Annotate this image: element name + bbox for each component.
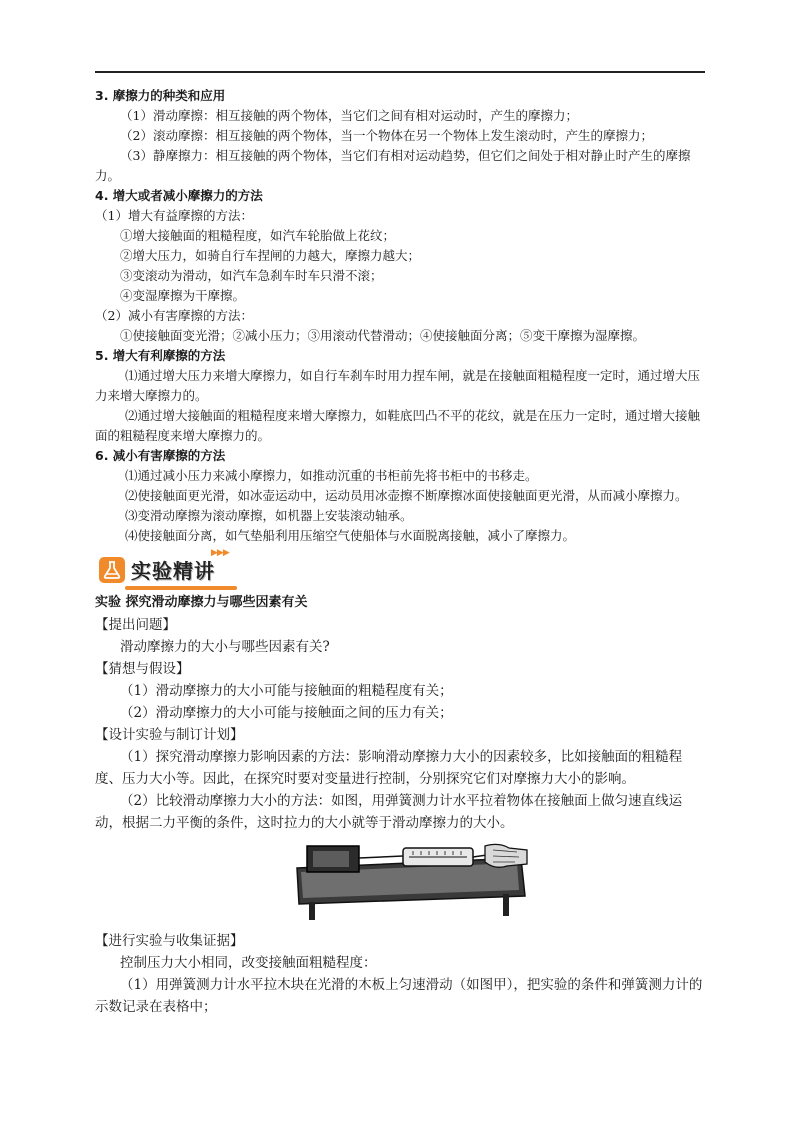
section6-item-3: ⑶变滑动摩擦为滚动摩擦，如机器上安装滚动轴承。 [125,508,413,523]
section3-item-1: （1）滑动摩擦：相互接触的两个物体，当它们之间有相对运动时，产生的摩擦力； [120,108,578,123]
section5-title: 5. 增大有利摩擦的方法 [95,348,226,363]
section4-sub1-item-2: ②增大压力，如骑自行车捏闸的力越大，摩擦力越大； [120,248,421,263]
design-item-2: （2）比较滑动摩擦力大小的方法：如图，用弹簧测力计水平拉着物体在接触面上做匀速直线运动，根据二力平衡的条件，这时拉力的大小就等于滑动摩擦力的大小。 [95,793,683,831]
collect-heading: 【进行实验与收集证据】 [95,933,244,949]
experiment-title: 实验 探究滑动摩擦力与哪些因素有关 [95,595,308,610]
section5-item-1: ⑴通过增大压力来增大摩擦力，如自行车刹车时用力捏车闸，就是在接触面粗糙程度一定时，通过增大压力来增大摩擦力的。 [95,368,701,403]
section6-item-2: ⑵使接触面更光滑，如冰壶运动中，运动员用冰壶擦不断摩擦冰面使接触面更光滑，从而减小摩擦力。 [125,488,688,503]
collect-intro: 控制压力大小相同，改变接触面粗糙程度： [120,955,377,971]
page-content [95,86,707,1018]
hypothesis-heading: 【猜想与假设】 [95,661,190,677]
section6-title: 6. 减小有害摩擦的方法 [95,448,226,463]
collect-item-1: （1）用弹簧测力计水平拉木块在光滑的木板上匀速滑动（如图甲），把实验的条件和弹簧测力计的示数记录在表格中； [95,977,703,1015]
section4-sub2-text: ①使接触面变光滑；②减小压力；③用滚动代替滑动；④使接触面分离；⑤变干摩擦为湿摩擦。 [120,328,646,343]
section5-item-2: ⑵通过增大接触面的粗糙程度来增大摩擦力，如鞋底凹凸不平的花纹，就是在压力一定时，通过增大接触面的粗糙程度来增大摩擦力的。 [95,408,701,443]
design-item-1: （1）探究滑动摩擦力影响因素的方法：影响滑动摩擦力大小的因素较多，比如接触面的粗糙程度、压力大小等。因此，在探究时要对变量进行控制，分别探究它们对摩擦力大小的影响。 [95,749,683,787]
section4-title: 4. 增大或者减小摩擦力的方法 [95,188,263,203]
spring-scale-figure [95,838,707,926]
banner-underline [125,586,237,590]
question-text: 滑动摩擦力的大小与哪些因素有关? [120,639,330,655]
section4-sub1-item-1: ①增大接触面的粗糙程度，如汽车轮胎做上花纹； [120,228,396,243]
section4-sub2-title: （2）减小有害摩擦的方法： [95,308,253,323]
hypothesis-item-2: （2）滑动摩擦力的大小可能与接触面之间的压力有关； [120,705,453,721]
section4-sub1-title: （1）增大有益摩擦的方法： [95,208,253,223]
section4-sub1-item-4: ④变湿摩擦为干摩擦。 [120,288,246,303]
question-heading: 【提出问题】 [95,617,176,633]
section6-item-4: ⑷使接触面分离，如气垫船利用压缩空气使船体与水面脱离接触，减小了摩擦力。 [125,528,576,543]
section4-sub1-item-3: ③变滚动为滑动，如汽车急刹车时车只滑不滚； [120,268,383,283]
hypothesis-item-1: （1）滑动摩擦力的大小可能与接触面的粗糙程度有关； [120,683,453,699]
design-heading: 【设计实验与制订计划】 [95,727,244,743]
header-rule [95,71,705,73]
section3-item-3: （3）静摩擦力：相互接触的两个物体，当它们有相对运动趋势，但它们之间处于相对静止时产生的摩擦力。 [95,148,691,183]
banner-label: 实验精讲 [131,559,215,583]
section3-item-2: （2）滚动摩擦：相互接触的两个物体，当一个物体在另一个物体上发生滚动时，产生的摩擦力； [120,128,653,143]
section6-item-1: ⑴通过减小压力来减小摩擦力，如推动沉重的书柜前先将书柜中的书移走。 [125,468,538,483]
banner-arrows-icon: ▶▶▶ [211,548,229,558]
flask-icon [99,557,125,583]
experiment-banner [95,548,707,592]
section3-title: 3. 摩擦力的种类和应用 [95,88,226,103]
spring-scale-diagram [295,838,531,924]
